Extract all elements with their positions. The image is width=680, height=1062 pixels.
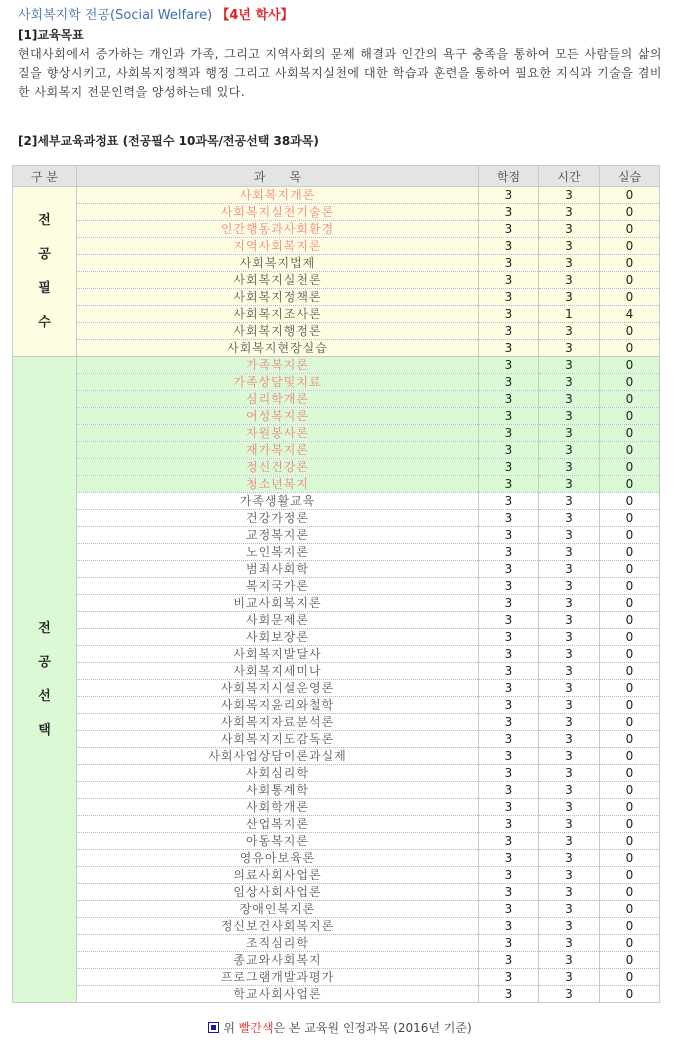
hours-cell: 3	[539, 425, 600, 442]
subject-cell: 비교사회복지론	[77, 595, 479, 612]
credit-cell: 3	[479, 952, 539, 969]
practice-cell: 0	[600, 391, 660, 408]
table-row	[13, 408, 660, 425]
credit-cell: 3	[479, 595, 539, 612]
practice-cell: 0	[600, 578, 660, 595]
practice-cell: 0	[600, 782, 660, 799]
hours-cell: 3	[539, 969, 600, 986]
hours-cell: 3	[539, 357, 600, 374]
practice-cell: 4	[600, 306, 660, 323]
goal-heading: [1]교육목표	[18, 28, 84, 42]
credit-cell: 3	[479, 748, 539, 765]
subject-cell: 사회학개론	[77, 799, 479, 816]
table-row	[13, 238, 660, 255]
goal-text: 현대사회에서 증가하는 개인과 가족, 그리고 지역사회의 문제 해결과 인간의 욕구 충족을 통하여 모든 사람들의 삶의 질을 향상시키고, 사회복지정책과 행정 그리고 사회복지실천에 대한 학습과 훈련을 통하여 필요한 지식과 기술을 겸비한 사회복지 전문인력을 양성하는데 있다.	[18, 47, 662, 99]
table-row	[13, 935, 660, 952]
practice-cell: 0	[600, 204, 660, 221]
credit-cell: 3	[479, 374, 539, 391]
hours-cell: 3	[539, 187, 600, 204]
table-header-row	[13, 166, 660, 187]
practice-cell: 0	[600, 646, 660, 663]
table-row	[13, 969, 660, 986]
credit-cell: 3	[479, 816, 539, 833]
practice-cell: 0	[600, 221, 660, 238]
hours-cell: 3	[539, 459, 600, 476]
credit-cell: 3	[479, 425, 539, 442]
credit-cell: 3	[479, 663, 539, 680]
table-row	[13, 289, 660, 306]
degree-badge: 【4년 학사】	[216, 8, 294, 23]
credit-cell: 3	[479, 340, 539, 357]
table-row	[13, 204, 660, 221]
practice-cell: 0	[600, 527, 660, 544]
subject-cell: 인간행동과사회환경	[77, 221, 479, 238]
hours-cell: 3	[539, 680, 600, 697]
practice-cell: 0	[600, 408, 660, 425]
hours-cell: 3	[539, 935, 600, 952]
footnote	[0, 1019, 680, 1036]
subject-cell: 사회사업상담이론과실제	[77, 748, 479, 765]
credit-cell: 3	[479, 510, 539, 527]
practice-cell: 0	[600, 935, 660, 952]
practice-cell: 0	[600, 833, 660, 850]
table-row	[13, 986, 660, 1003]
credit-cell: 3	[479, 544, 539, 561]
credit-cell: 3	[479, 765, 539, 782]
credit-cell: 3	[479, 578, 539, 595]
subject-cell: 사회통계학	[77, 782, 479, 799]
hours-cell: 3	[539, 561, 600, 578]
subject-cell: 사회복지정책론	[77, 289, 479, 306]
page-title	[18, 4, 294, 23]
subject-cell: 산업복지론	[77, 816, 479, 833]
hours-cell: 3	[539, 408, 600, 425]
subject-cell: 학교사회사업론	[77, 986, 479, 1003]
practice-cell: 0	[600, 850, 660, 867]
subject-cell: 건강가정론	[77, 510, 479, 527]
credit-cell: 3	[479, 986, 539, 1003]
hours-cell: 3	[539, 255, 600, 272]
credit-cell: 3	[479, 697, 539, 714]
credit-cell: 3	[479, 680, 539, 697]
subject-cell: 사회문제론	[77, 612, 479, 629]
subject-cell: 사회복지현장실습	[77, 340, 479, 357]
subject-cell: 사회복지행정론	[77, 323, 479, 340]
table-row	[13, 306, 660, 323]
credit-cell: 3	[479, 867, 539, 884]
subject-cell: 사회복지조사론	[77, 306, 479, 323]
hours-cell: 3	[539, 612, 600, 629]
hours-cell: 3	[539, 850, 600, 867]
subject-cell: 프로그램개발과평가	[77, 969, 479, 986]
table-row	[13, 255, 660, 272]
table-row	[13, 867, 660, 884]
hours-cell: 3	[539, 884, 600, 901]
table-row	[13, 476, 660, 493]
hours-cell: 3	[539, 374, 600, 391]
table-row	[13, 731, 660, 748]
category-cell: 전 공 선 택	[13, 357, 77, 1003]
table-row	[13, 510, 660, 527]
subject-cell: 사회복지실천기술론	[77, 204, 479, 221]
practice-cell: 0	[600, 323, 660, 340]
hours-cell: 1	[539, 306, 600, 323]
practice-cell: 0	[600, 748, 660, 765]
subject-cell: 의료사회사업론	[77, 867, 479, 884]
program-title: 사회복지학 전공(Social Welfare)	[18, 8, 213, 23]
subject-cell: 복지국가론	[77, 578, 479, 595]
table-row	[13, 850, 660, 867]
subject-cell: 지역사회복지론	[77, 238, 479, 255]
table-row	[13, 901, 660, 918]
practice-cell: 0	[600, 459, 660, 476]
hours-cell: 3	[539, 544, 600, 561]
credit-cell: 3	[479, 714, 539, 731]
hours-cell: 3	[539, 629, 600, 646]
subject-cell: 가족상담및치료	[77, 374, 479, 391]
table-row	[13, 442, 660, 459]
table-row	[13, 493, 660, 510]
credit-cell: 3	[479, 238, 539, 255]
subject-cell: 사회복지자료분석론	[77, 714, 479, 731]
hours-cell: 3	[539, 527, 600, 544]
bullet-square-icon	[208, 1022, 219, 1033]
table-row	[13, 544, 660, 561]
col-header-hours: 시간	[539, 166, 600, 187]
credit-cell: 3	[479, 935, 539, 952]
practice-cell: 0	[600, 442, 660, 459]
subject-cell: 사회심리학	[77, 765, 479, 782]
practice-cell: 0	[600, 595, 660, 612]
credit-cell: 3	[479, 204, 539, 221]
table-row	[13, 714, 660, 731]
credit-cell: 3	[479, 408, 539, 425]
hours-cell: 3	[539, 272, 600, 289]
curriculum-heading: [2]세부교육과정표 (전공필수 10과목/전공선택 38과목)	[18, 134, 319, 148]
practice-cell: 0	[600, 867, 660, 884]
subject-cell: 사회복지시설운영론	[77, 680, 479, 697]
hours-cell: 3	[539, 391, 600, 408]
hours-cell: 3	[539, 986, 600, 1003]
hours-cell: 3	[539, 918, 600, 935]
table-row	[13, 680, 660, 697]
practice-cell: 0	[600, 544, 660, 561]
credit-cell: 3	[479, 850, 539, 867]
hours-cell: 3	[539, 340, 600, 357]
practice-cell: 0	[600, 272, 660, 289]
practice-cell: 0	[600, 986, 660, 1003]
subject-cell: 청소년복지	[77, 476, 479, 493]
subject-cell: 가족생활교육	[77, 493, 479, 510]
curriculum-body	[13, 187, 660, 1003]
table-row	[13, 952, 660, 969]
hours-cell: 3	[539, 289, 600, 306]
subject-cell: 가족복지론	[77, 357, 479, 374]
practice-cell: 0	[600, 816, 660, 833]
credit-cell: 3	[479, 646, 539, 663]
hours-cell: 3	[539, 816, 600, 833]
credit-cell: 3	[479, 799, 539, 816]
hours-cell: 3	[539, 731, 600, 748]
table-row	[13, 697, 660, 714]
credit-cell: 3	[479, 255, 539, 272]
hours-cell: 3	[539, 646, 600, 663]
table-row	[13, 578, 660, 595]
practice-cell: 0	[600, 510, 660, 527]
hours-cell: 3	[539, 663, 600, 680]
practice-cell: 0	[600, 561, 660, 578]
hours-cell: 3	[539, 833, 600, 850]
hours-cell: 3	[539, 748, 600, 765]
credit-cell: 3	[479, 629, 539, 646]
hours-cell: 3	[539, 765, 600, 782]
practice-cell: 0	[600, 884, 660, 901]
practice-cell: 0	[600, 918, 660, 935]
credit-cell: 3	[479, 901, 539, 918]
practice-cell: 0	[600, 799, 660, 816]
table-row	[13, 340, 660, 357]
practice-cell: 0	[600, 187, 660, 204]
practice-cell: 0	[600, 476, 660, 493]
hours-cell: 3	[539, 714, 600, 731]
practice-cell: 0	[600, 612, 660, 629]
subject-cell: 장애인복지론	[77, 901, 479, 918]
practice-cell: 0	[600, 340, 660, 357]
hours-cell: 3	[539, 510, 600, 527]
table-row	[13, 918, 660, 935]
credit-cell: 3	[479, 527, 539, 544]
practice-cell: 0	[600, 952, 660, 969]
subject-cell: 사회복지윤리와철학	[77, 697, 479, 714]
table-row	[13, 884, 660, 901]
credit-cell: 3	[479, 221, 539, 238]
practice-cell: 0	[600, 493, 660, 510]
hours-cell: 3	[539, 697, 600, 714]
col-header-practice: 실습	[600, 166, 660, 187]
credit-cell: 3	[479, 561, 539, 578]
subject-cell: 조직심리학	[77, 935, 479, 952]
subject-cell: 종교와사회복지	[77, 952, 479, 969]
practice-cell: 0	[600, 901, 660, 918]
table-row	[13, 612, 660, 629]
subject-cell: 임상사회사업론	[77, 884, 479, 901]
subject-cell: 사회복지세미나	[77, 663, 479, 680]
practice-cell: 0	[600, 697, 660, 714]
hours-cell: 3	[539, 221, 600, 238]
col-header-credit: 학점	[479, 166, 539, 187]
credit-cell: 3	[479, 391, 539, 408]
practice-cell: 0	[600, 680, 660, 697]
subject-cell: 범죄사회학	[77, 561, 479, 578]
hours-cell: 3	[539, 493, 600, 510]
curriculum-table	[12, 165, 660, 1003]
table-row	[13, 221, 660, 238]
hours-cell: 3	[539, 867, 600, 884]
hours-cell: 3	[539, 323, 600, 340]
hours-cell: 3	[539, 238, 600, 255]
credit-cell: 3	[479, 782, 539, 799]
credit-cell: 3	[479, 884, 539, 901]
table-row	[13, 799, 660, 816]
practice-cell: 0	[600, 663, 660, 680]
footnote-prefix: 위	[223, 1021, 239, 1035]
table-row	[13, 391, 660, 408]
subject-cell: 심리학개론	[77, 391, 479, 408]
table-row	[13, 765, 660, 782]
hours-cell: 3	[539, 952, 600, 969]
subject-cell: 교정복지론	[77, 527, 479, 544]
subject-cell: 사회복지발달사	[77, 646, 479, 663]
credit-cell: 3	[479, 969, 539, 986]
hours-cell: 3	[539, 578, 600, 595]
table-row	[13, 272, 660, 289]
hours-cell: 3	[539, 901, 600, 918]
table-row	[13, 187, 660, 204]
hours-cell: 3	[539, 476, 600, 493]
credit-cell: 3	[479, 918, 539, 935]
footnote-red-word: 빨간색	[238, 1021, 274, 1035]
credit-cell: 3	[479, 272, 539, 289]
credit-cell: 3	[479, 476, 539, 493]
credit-cell: 3	[479, 493, 539, 510]
table-row	[13, 459, 660, 476]
table-row	[13, 357, 660, 374]
practice-cell: 0	[600, 969, 660, 986]
subject-cell: 사회보장론	[77, 629, 479, 646]
subject-cell: 영유아보육론	[77, 850, 479, 867]
table-row	[13, 663, 660, 680]
subject-cell: 사회복지법제	[77, 255, 479, 272]
practice-cell: 0	[600, 289, 660, 306]
credit-cell: 3	[479, 323, 539, 340]
table-row	[13, 833, 660, 850]
credit-cell: 3	[479, 187, 539, 204]
practice-cell: 0	[600, 731, 660, 748]
hours-cell: 3	[539, 204, 600, 221]
col-header-subject: 과 목	[77, 166, 479, 187]
table-row	[13, 782, 660, 799]
subject-cell: 사회복지실천론	[77, 272, 479, 289]
credit-cell: 3	[479, 289, 539, 306]
subject-cell: 자원봉사론	[77, 425, 479, 442]
subject-cell: 사회복지개론	[77, 187, 479, 204]
subject-cell: 아동복지론	[77, 833, 479, 850]
subject-cell: 사회복지지도감독론	[77, 731, 479, 748]
table-row	[13, 748, 660, 765]
subject-cell: 여성복지론	[77, 408, 479, 425]
practice-cell: 0	[600, 714, 660, 731]
credit-cell: 3	[479, 306, 539, 323]
table-row	[13, 561, 660, 578]
subject-cell: 정신건강론	[77, 459, 479, 476]
col-header-category: 구 분	[13, 166, 77, 187]
practice-cell: 0	[600, 374, 660, 391]
table-row	[13, 646, 660, 663]
hours-cell: 3	[539, 595, 600, 612]
hours-cell: 3	[539, 442, 600, 459]
subject-cell: 노인복지론	[77, 544, 479, 561]
credit-cell: 3	[479, 442, 539, 459]
hours-cell: 3	[539, 799, 600, 816]
credit-cell: 3	[479, 731, 539, 748]
table-row	[13, 425, 660, 442]
practice-cell: 0	[600, 425, 660, 442]
credit-cell: 3	[479, 357, 539, 374]
practice-cell: 0	[600, 629, 660, 646]
credit-cell: 3	[479, 833, 539, 850]
practice-cell: 0	[600, 255, 660, 272]
table-row	[13, 323, 660, 340]
table-row	[13, 595, 660, 612]
subject-cell: 정신보건사회복지론	[77, 918, 479, 935]
subject-cell: 재가복지론	[77, 442, 479, 459]
table-row	[13, 374, 660, 391]
hours-cell: 3	[539, 782, 600, 799]
table-row	[13, 527, 660, 544]
practice-cell: 0	[600, 765, 660, 782]
category-cell: 전 공 필 수	[13, 187, 77, 357]
footnote-suffix: 은 본 교육원 인정과목 (2016년 기준)	[273, 1021, 472, 1035]
table-row	[13, 816, 660, 833]
credit-cell: 3	[479, 612, 539, 629]
credit-cell: 3	[479, 459, 539, 476]
practice-cell: 0	[600, 357, 660, 374]
practice-cell: 0	[600, 238, 660, 255]
table-row	[13, 629, 660, 646]
